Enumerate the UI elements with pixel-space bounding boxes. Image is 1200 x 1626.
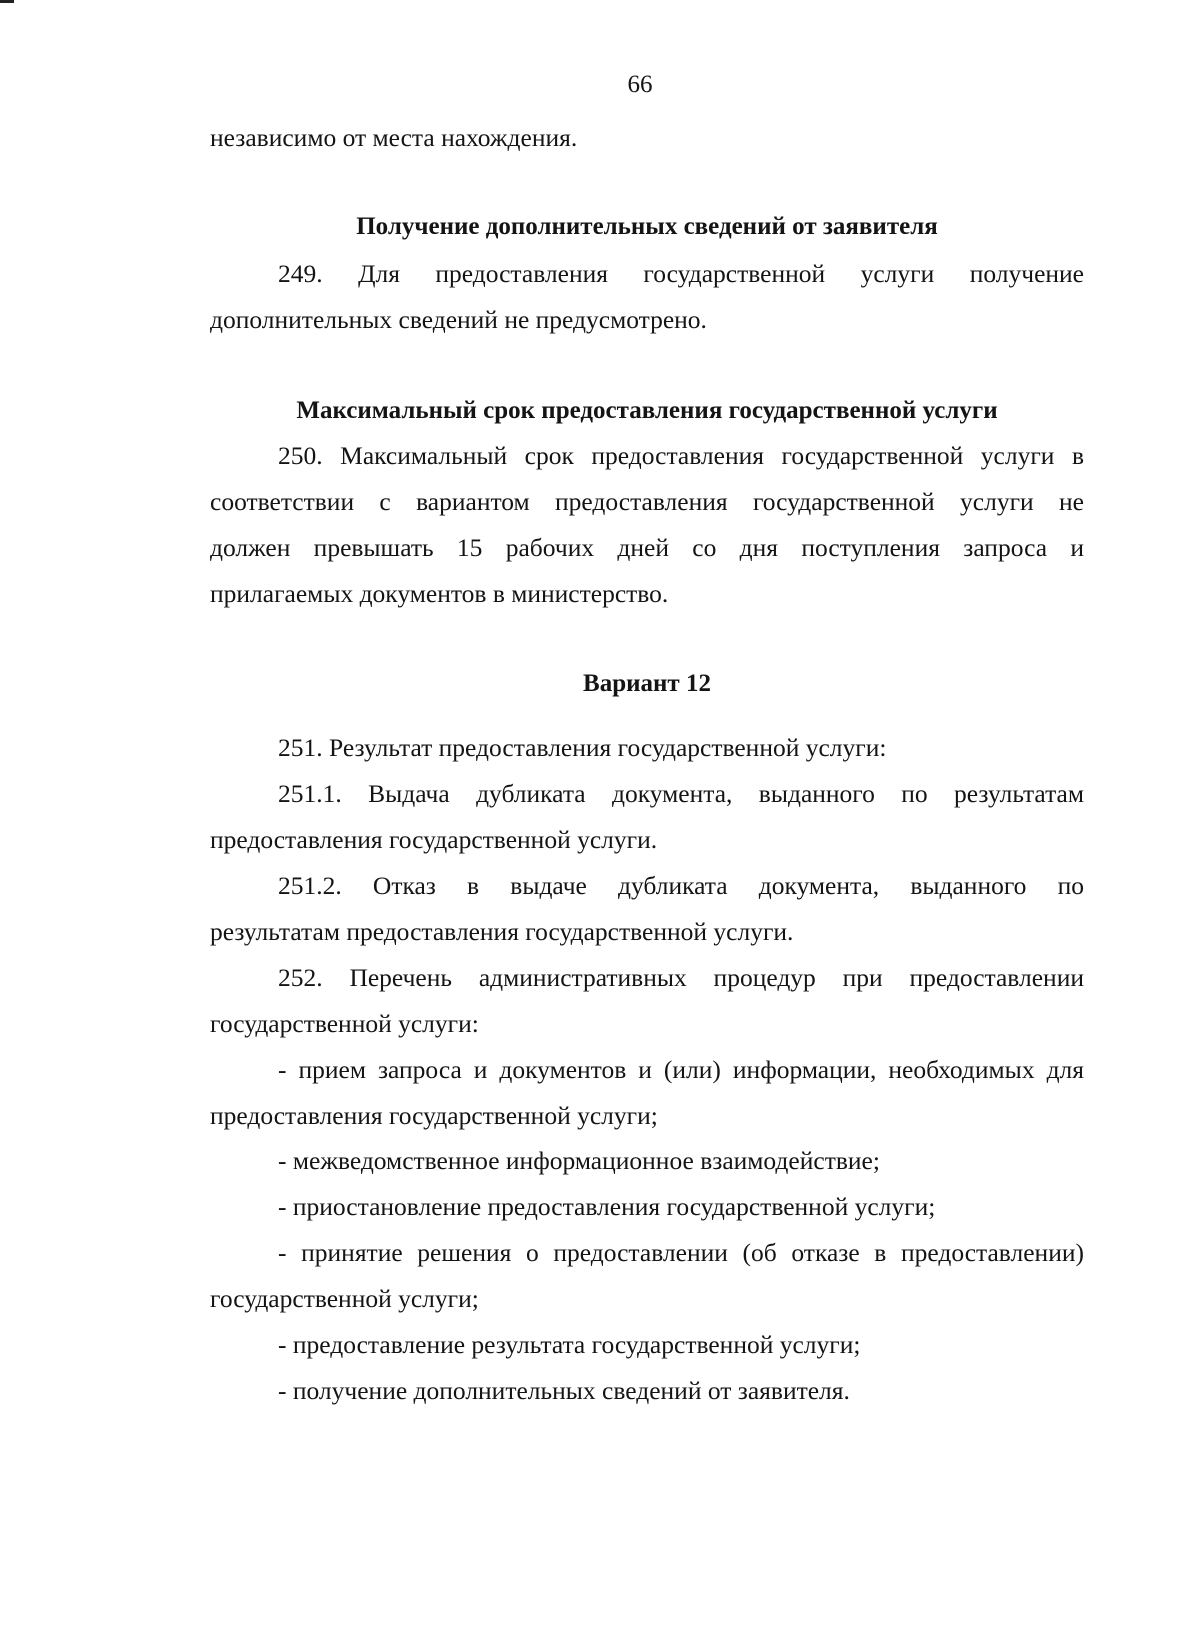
list-item-4-line-1: - принятие решения о предоставлении (об отказе в предоставлении) xyxy=(278,1238,1084,1267)
paragraph-251-2-line-2: результатам предоставления государственной услуги. xyxy=(210,917,794,946)
list-item-3: - приостановление предоставления государственной услуги; xyxy=(278,1192,936,1221)
paragraph-249-line-1: 249. Для предоставления государственной услуги получение xyxy=(278,259,1084,288)
section-heading-variant-12: Вариант 12 xyxy=(583,670,711,697)
scan-corner-mark xyxy=(0,0,14,3)
list-item-6: - получение дополнительных сведений от заявителя. xyxy=(278,1376,850,1405)
paragraph-252-line-2: государственной услуги: xyxy=(210,1009,479,1038)
page-number: 66 xyxy=(627,71,653,98)
paragraph-251: 251. Результат предоставления государственной услуги: xyxy=(278,733,887,762)
paragraph-250-line-2: соответствии с вариантом предоставления государственной услуги не xyxy=(210,487,1084,516)
list-item-4-line-2: государственной услуги; xyxy=(210,1284,479,1313)
paragraph-251-2-line-1: 251.2. Отказ в выдаче дубликата документа, выданного по xyxy=(278,871,1084,900)
list-item-5: - предоставление результата государственной услуги; xyxy=(278,1330,861,1359)
paragraph-251-1-line-1: 251.1. Выдача дубликата документа, выданного по результатам xyxy=(278,779,1084,808)
paragraph-250-line-1: 250. Максимальный срок предоставления государственной услуги в xyxy=(278,441,1084,470)
section-heading-additional-info: Получение дополнительных сведений от заявителя xyxy=(356,213,938,240)
section-heading-max-term: Максимальный срок предоставления государственной услуги xyxy=(296,397,998,424)
paragraph-line: независимо от места нахождения. xyxy=(210,123,578,152)
list-item-2: - межведомственное информационное взаимодействие; xyxy=(278,1146,880,1175)
paragraph-249-line-2: дополнительных сведений не предусмотрено. xyxy=(210,305,707,334)
paragraph-251-1-line-2: предоставления государственной услуги. xyxy=(210,825,658,854)
list-item-1-line-2: предоставления государственной услуги; xyxy=(210,1101,658,1130)
paragraph-250-line-3: должен превышать 15 рабочих дней со дня поступления запроса и xyxy=(210,533,1084,562)
paragraph-250-line-4: прилагаемых документов в министерство. xyxy=(210,579,669,608)
paragraph-252-line-1: 252. Перечень административных процедур при предоставлении xyxy=(278,963,1084,992)
list-item-1-line-1: - прием запроса и документов и (или) информации, необходимых для xyxy=(278,1055,1084,1084)
